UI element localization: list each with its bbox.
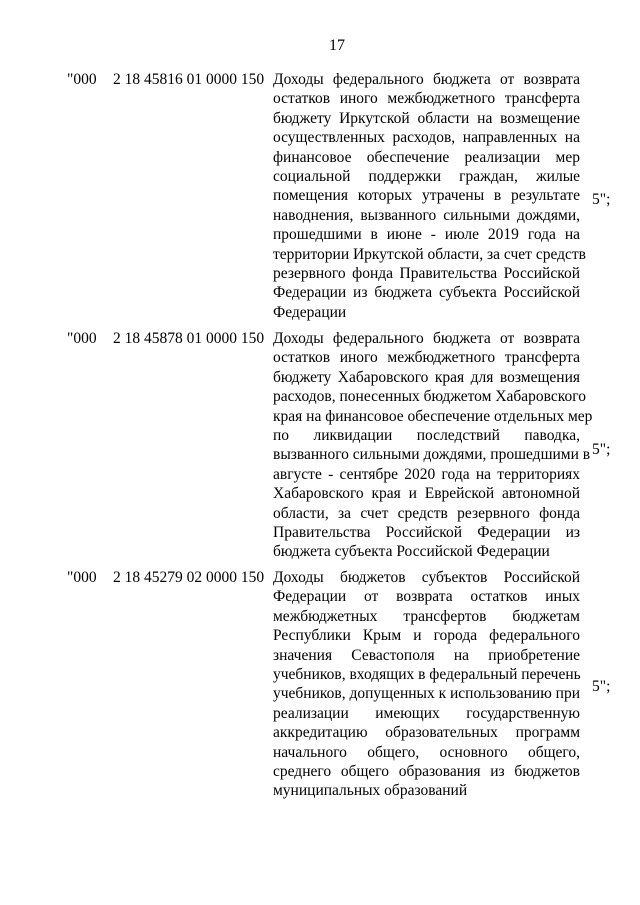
description-line: области, за счет средств резервного фонда — [273, 504, 580, 522]
description-line: Федерации от возврата остатков иных — [273, 588, 580, 606]
page-number: 17 — [329, 37, 345, 54]
description-line: учебников, входящих в федеральный перечень — [273, 665, 581, 683]
description-line: осуществленных расходов, направленных на — [273, 129, 580, 147]
description-line: территории Иркутской области, за счет средств — [273, 245, 586, 263]
description-line: Правительства Российской Федерации из — [273, 523, 580, 541]
description-line: Федерации — [273, 303, 347, 321]
description-line: реализации имеющих государственную — [273, 704, 580, 722]
entry-description — [273, 568, 580, 801]
description-line: расходов, понесенных бюджетом Хабаровского — [273, 388, 586, 406]
description-line: августе - сентябре 2020 года на территориях — [273, 465, 580, 483]
description-line: среднего общего образования из бюджетов — [273, 762, 580, 780]
description-line: резервного фонда Правительства Российской — [273, 264, 580, 282]
entry-prefix: "000 — [67, 569, 97, 586]
description-line: аккредитацию образовательных программ — [273, 724, 580, 742]
description-line: бюджету Хабаровского края для возмещения — [273, 368, 580, 386]
description-line: начального общего, основного общего, — [273, 743, 580, 761]
description-line: значения Севастополя на приобретение — [273, 646, 580, 664]
description-line: остатков иного межбюджетного трансферта — [273, 90, 580, 108]
entry-code: 2 18 45816 01 0000 150 — [113, 71, 265, 88]
description-line: социальной поддержки граждан, жилые — [273, 167, 580, 185]
description-line: помещения которых утрачены в результате — [273, 187, 580, 205]
description-line: вызванного сильными дождями, прошедшими в — [273, 446, 591, 464]
description-line: межбюджетных трансфертов бюджетам — [273, 607, 580, 625]
entry-code: 2 18 45878 01 0000 150 — [113, 330, 265, 347]
entry-description — [273, 70, 586, 322]
description-line: муниципальных образований — [273, 782, 468, 800]
description-line: наводнения, вызванного сильными дождями, — [273, 206, 580, 224]
description-line: бюджета субъекта Российской Федерации — [273, 543, 550, 561]
description-line: края на финансовое обеспечение отдельных мер — [273, 407, 593, 425]
entry-code-cell — [67, 329, 264, 348]
entry-prefix: "000 — [67, 71, 97, 88]
description-line: Доходы федерального бюджета от возврата — [273, 71, 580, 88]
entry-value: 5"; — [592, 441, 611, 458]
description-line: финансовое обеспечение реализации мер — [273, 148, 580, 166]
entry-value: 5"; — [592, 678, 611, 695]
entry-code-cell — [67, 568, 264, 587]
entry-prefix: "000 — [67, 330, 97, 347]
description-line: Республики Крым и города федерального — [273, 627, 580, 645]
description-line: Хабаровского края и Еврейской автономной — [273, 485, 580, 503]
description-line: учебников, допущенных к использованию при — [273, 685, 580, 703]
description-line: по ликвидации последствий паводка, — [273, 426, 580, 444]
description-line: Доходы федерального бюджета от возврата — [273, 330, 580, 347]
entry-value: 5"; — [592, 191, 611, 208]
description-line: остатков иного межбюджетного трансферта — [273, 349, 580, 367]
description-line: Федерации из бюджета субъекта Российской — [273, 284, 580, 302]
entry-code-cell — [67, 70, 264, 89]
entry-description — [273, 329, 593, 562]
description-line: прошедшими в июне - июле 2019 года на — [273, 226, 580, 244]
description-line: бюджету Иркутской области на возмещение — [273, 109, 580, 127]
description-line: Доходы бюджетов субъектов Российской — [273, 569, 580, 586]
entry-code: 2 18 45279 02 0000 150 — [113, 569, 265, 586]
